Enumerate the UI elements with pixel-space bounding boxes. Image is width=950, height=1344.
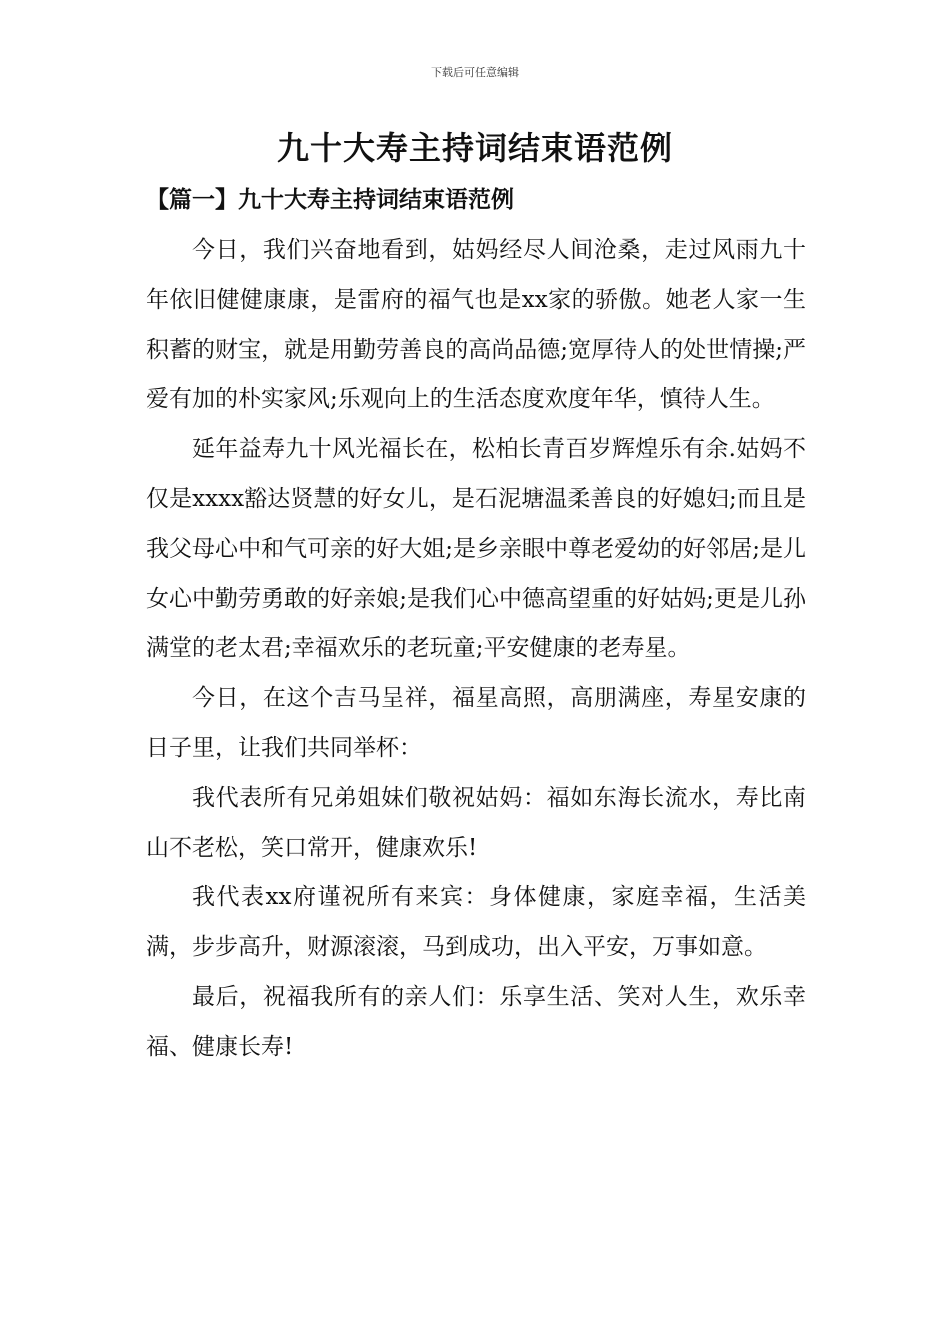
paragraph-1: 今日，我们兴奋地看到，姑妈经尽人间沧桑，走过风雨九十年依旧健健康康，是雷府的福气也是xx家的骄傲。她老人家一生积蓄的财宝，就是用勤劳善良的高尚品德;宽厚待人的处世情操;严爱有加的朴实家风;乐观向上的生活态度欢度年华，慎待人生。	[146, 237, 806, 413]
paragraph-2: 延年益寿九十风光福长在，松柏长青百岁辉煌乐有余.姑妈不仅是xxxx豁达贤慧的好女儿，是石泥塘温柔善良的好媳妇;而且是我父母心中和气可亲的好大姐;是乡亲眼中尊老爱幼的好邻居;是儿女心中勤劳勇敢的好亲娘;是我们心中德高望重的好姑妈;更是儿孙满堂的老太君;幸福欢乐的老玩童;平安健康的老寿星。	[146, 436, 806, 662]
header-note: 下载后可任意编辑	[431, 66, 519, 79]
page-title: 九十大寿主持词结束语范例	[276, 129, 673, 167]
paragraph-4: 我代表所有兄弟姐妹们敬祝姑妈：福如东海长流水，寿比南山不老松，笑口常开，健康欢乐!	[146, 784, 806, 861]
document-body	[146, 226, 806, 1073]
paragraph-3: 今日，在这个吉马呈祥，福星高照，高朋满座，寿星安康的日子里，让我们共同举杯：	[146, 685, 806, 761]
paragraph-5: 我代表xx府谨祝所有来宾：身体健康，家庭幸福，生活美满，步步高升，财源滚滚，马到成功，出入平安，万事如意。	[146, 884, 806, 961]
paragraph-6: 最后，祝福我所有的亲人们：乐享生活、笑对人生，欢乐幸福、健康长寿!	[146, 983, 806, 1060]
section-heading: 【篇一】九十大寿主持词结束语范例	[146, 186, 514, 213]
